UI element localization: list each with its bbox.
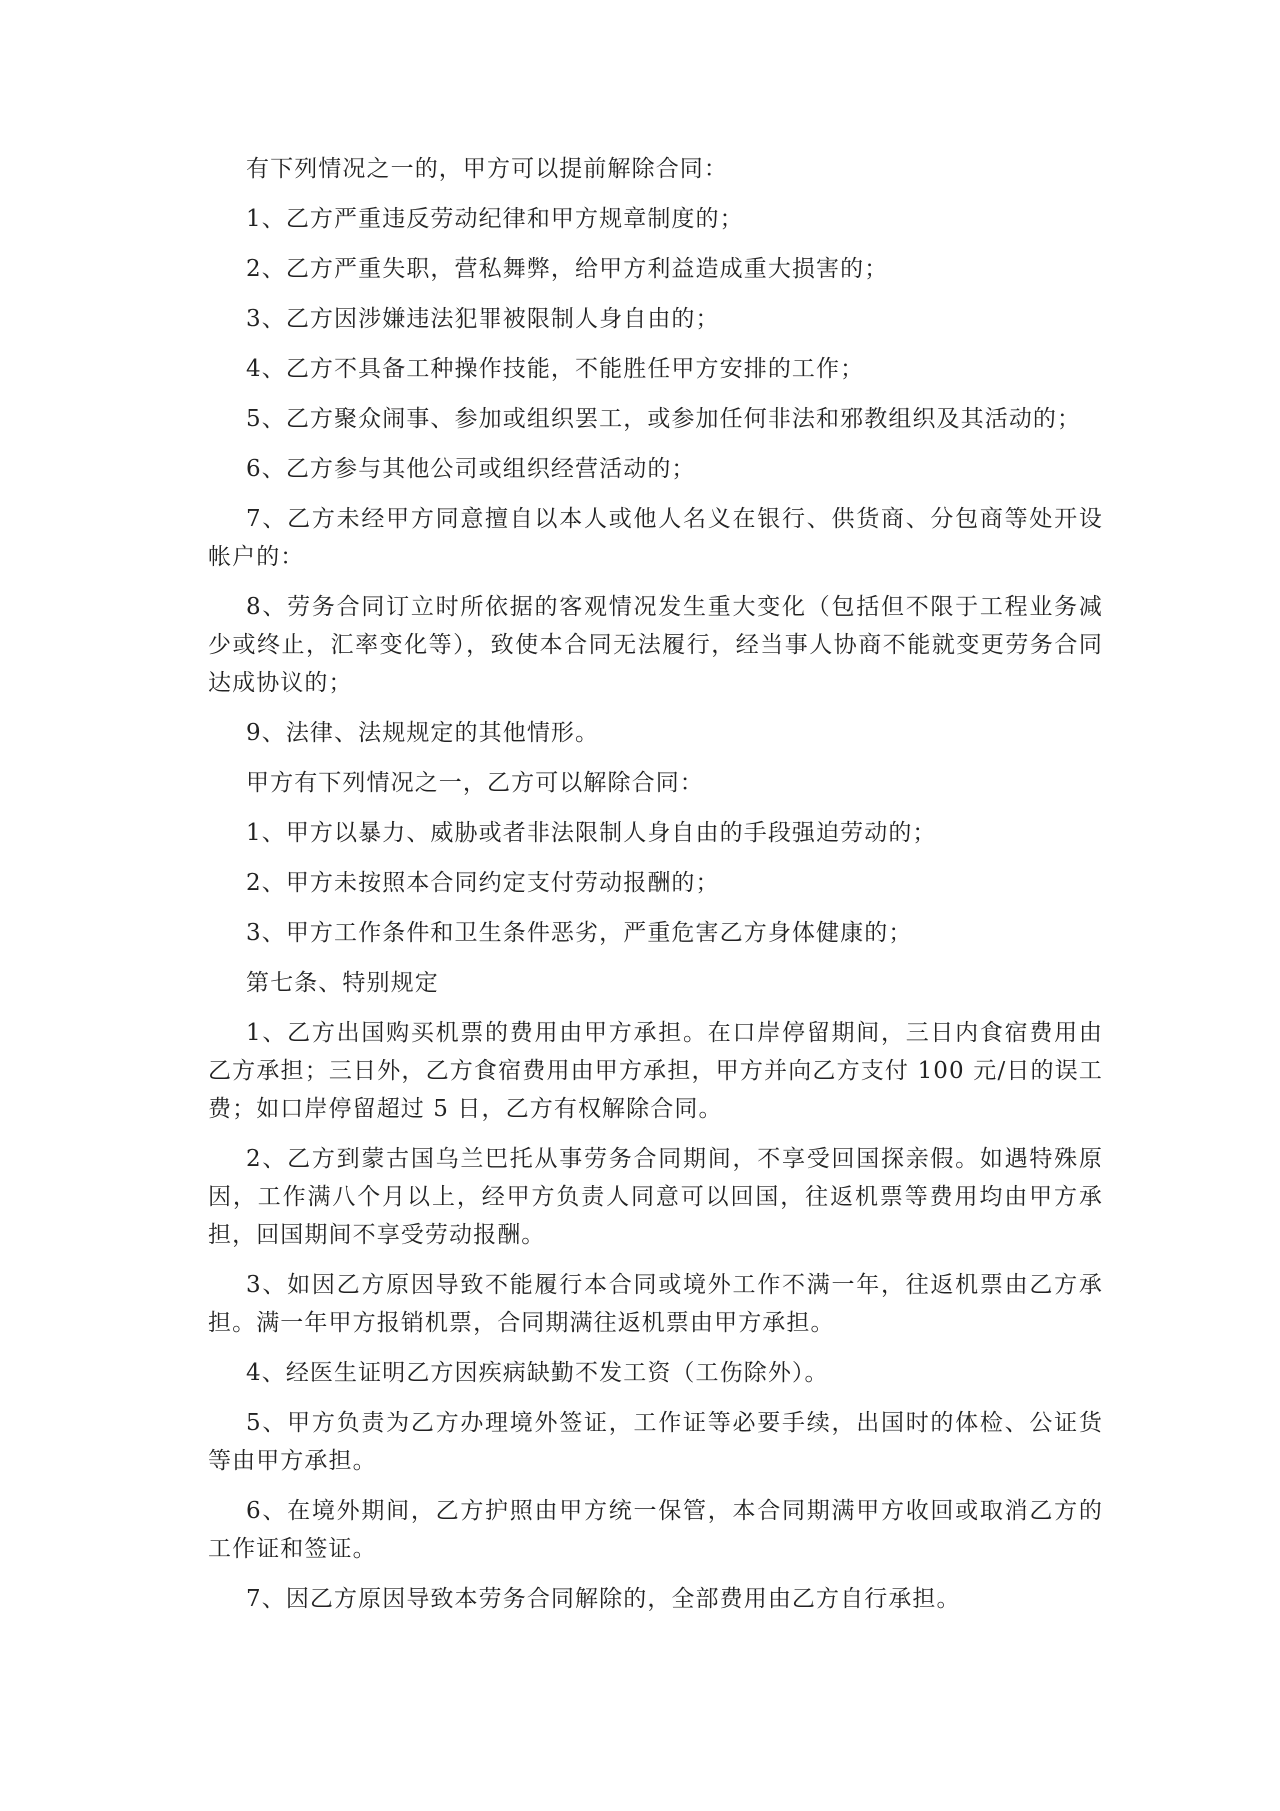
paragraph: 4、乙方不具备工种操作技能，不能胜任甲方安排的工作； <box>246 356 865 382</box>
paragraph: 2、乙方严重失职，营私舞弊，给甲方利益造成重大损害的； <box>246 256 889 282</box>
paragraph: 有下列情况之一的，甲方可以提前解除合同： <box>246 156 728 182</box>
document-body <box>208 150 1103 1618</box>
paragraph: 2、乙方到蒙古国乌兰巴托从事劳务合同期间，不享受回国探亲假。如遇特殊原因，工作满八个月以上，经甲方负责人同意可以回国，往返机票等费用均由甲方承担，回国期间不享受劳动报酬。 <box>208 1146 1103 1248</box>
paragraph: 5、甲方负责为乙方办理境外签证，工作证等必要手续，出国时的体检、公证货等由甲方承担。 <box>208 1410 1103 1474</box>
paragraph: 3、甲方工作条件和卫生条件恶劣，严重危害乙方身体健康的； <box>246 920 913 946</box>
paragraph: 6、乙方参与其他公司或组织经营活动的； <box>246 456 696 482</box>
paragraph: 1、乙方严重违反劳动纪律和甲方规章制度的； <box>246 206 744 232</box>
paragraph: 1、乙方出国购买机票的费用由甲方承担。在口岸停留期间，三日内食宿费用由乙方承担；三日外，乙方食宿费用由甲方承担，甲方并向乙方支付 100 元/日的误工费；如口岸停留超过 5 日，乙方有权解除合同。 <box>208 1020 1103 1122</box>
paragraph: 1、甲方以暴力、威胁或者非法限制人身自由的手段强迫劳动的； <box>246 820 937 846</box>
paragraph: 2、甲方未按照本合同约定支付劳动报酬的； <box>246 870 720 896</box>
paragraph: 9、法律、法规规定的其他情形。 <box>246 720 600 746</box>
paragraph: 5、乙方聚众闹事、参加或组织罢工，或参加任何非法和邪教组织及其活动的； <box>246 406 1082 432</box>
paragraph: 8、劳务合同订立时所依据的客观情况发生重大变化（包括但不限于工程业务减少或终止，汇率变化等），致使本合同无法履行，经当事人协商不能就变更劳务合同达成协议的； <box>208 594 1103 696</box>
paragraph: 6、在境外期间，乙方护照由甲方统一保管，本合同期满甲方收回或取消乙方的工作证和签证。 <box>208 1498 1103 1562</box>
paragraph: 4、经医生证明乙方因疾病缺勤不发工资（工伤除外）。 <box>246 1360 829 1386</box>
section-heading: 第七条、特别规定 <box>246 970 439 996</box>
paragraph: 3、如因乙方原因导致不能履行本合同或境外工作不满一年，往返机票由乙方承担。满一年甲方报销机票，合同期满往返机票由甲方承担。 <box>208 1272 1103 1336</box>
paragraph: 3、乙方因涉嫌违法犯罪被限制人身自由的； <box>246 306 720 332</box>
paragraph: 甲方有下列情况之一，乙方可以解除合同： <box>246 770 704 796</box>
paragraph: 7、乙方未经甲方同意擅自以本人或他人名义在银行、供货商、分包商等处开设帐户的： <box>208 506 1103 570</box>
paragraph: 7、因乙方原因导致本劳务合同解除的，全部费用由乙方自行承担。 <box>246 1586 961 1612</box>
